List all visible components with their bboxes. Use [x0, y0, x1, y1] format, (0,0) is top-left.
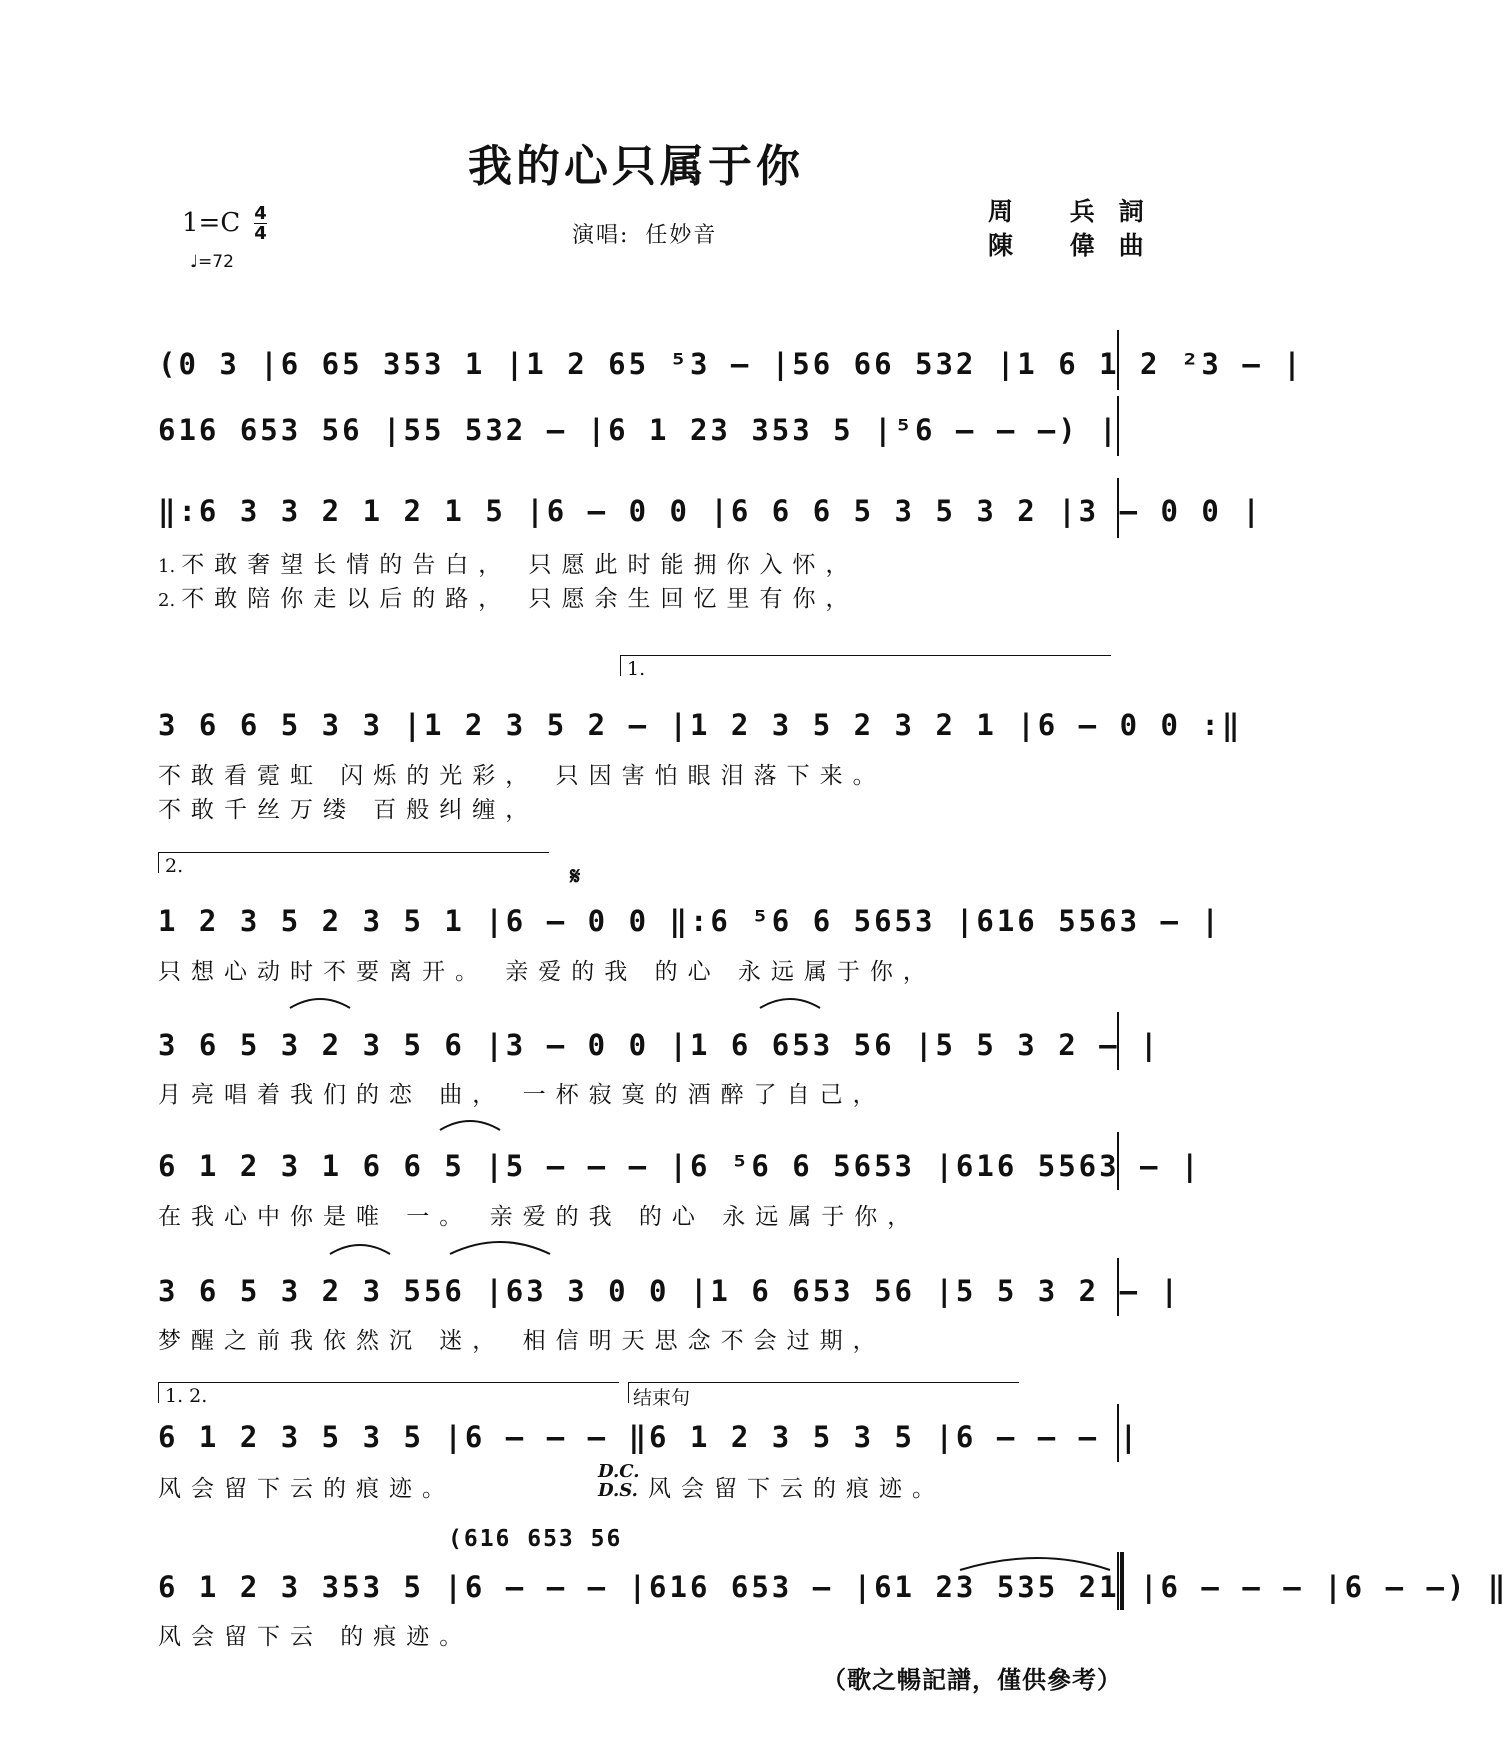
volta-second-ending	[158, 852, 549, 877]
lyric-line: 不敢看霓虹 闪烁的光彩， 只因害怕眼泪落下来。	[158, 763, 886, 789]
staff-system-5	[158, 902, 1222, 940]
notes-line: 6 1 2 3 353 5 |6 – – – |616 653 – |61 23 535 21 |6 – – – |6 – –) ‖	[158, 1570, 1508, 1604]
staff-system-3	[158, 492, 1263, 530]
volta-first-ending	[620, 655, 1111, 680]
lyric-line: 风会留下云 的痕迹。	[158, 1624, 473, 1650]
notes-line: 616 653 56 |55 532 – |6 1 23 353 5 |⁵6 – – –) |	[158, 413, 1120, 447]
verse-number: 1.	[158, 556, 176, 577]
slur	[440, 1121, 500, 1130]
staff-system-1	[158, 345, 1304, 383]
segno-sign: 𝄋	[570, 862, 581, 890]
notes-line: 1 2 3 5 2 3 5 1 |6 – 0 0 ‖:6 ⁵6 6 5653 |616 5563 – |	[158, 904, 1222, 938]
notes-line: 3 6 5 3 2 3 556 |63 3 0 0 |1 6 653 56 |5 5 3 2 – |	[158, 1274, 1181, 1308]
staff-system-2	[158, 411, 1128, 449]
staff-system-4	[158, 706, 1243, 744]
volta-closing-phrase	[628, 1382, 1019, 1409]
lyric-line: 梦醒之前我依然沉 迷， 相信明天思念不会过期，	[158, 1328, 886, 1354]
lyric-line: 风会留下云的痕迹。	[648, 1476, 945, 1502]
closing-phrase-label: 结束句	[633, 1387, 691, 1409]
volta-label: 1.	[627, 658, 646, 680]
lyric-line	[158, 580, 859, 613]
notes-line: (0 3 |6 65 353 1 |1 2 65 ⁵3 – |56 66 532 |1 6 1 2 ²3 – |	[158, 347, 1304, 381]
dc-ds-marking	[598, 1462, 640, 1500]
volta-label: 2.	[165, 855, 184, 877]
singer-name: 任妙音	[645, 223, 718, 248]
slur	[290, 999, 350, 1008]
notes-line: 6 1 2 3 5 3 5 |6 – – – ‖6 1 2 3 5 3 5 |6 – – – |	[158, 1420, 1141, 1454]
transcriber-note: （歌之暢記譜，僅供參考）	[822, 1665, 1122, 1694]
staff-system-8	[158, 1272, 1181, 1310]
notes-line: 3 6 6 5 3 3 |1 2 3 5 2 – |1 2 3 5 2 3 2 1 |6 – 0 0 :‖	[158, 708, 1243, 742]
time-signature	[254, 204, 267, 243]
ds-label: D.S.	[598, 1480, 638, 1501]
lyric-line	[158, 1470, 455, 1503]
dc-label: D.C.	[598, 1461, 640, 1482]
lyric-line: 在我心中你是唯 一。 亲爱的我 的心 永远属于你，	[158, 1204, 921, 1230]
slur	[450, 1242, 550, 1254]
tempo-marking: ♩=72	[190, 252, 234, 272]
notes-line: 3 6 5 3 2 3 5 6 |3 – 0 0 |1 6 653 56 |5 5 3 2 – |	[158, 1028, 1161, 1062]
staff-system-6	[158, 1026, 1161, 1064]
lyric-text: 风会留下云的痕迹。	[158, 1476, 455, 1502]
verse-number: 2.	[158, 590, 176, 611]
slur	[760, 999, 820, 1008]
lyric-text: 不敢陪你走以后的路， 只愿余生回忆里有你，	[181, 586, 859, 612]
lyric-line: 不敢千丝万缕 百般纠缠，	[158, 797, 539, 823]
staff-system-7	[158, 1147, 1202, 1185]
singer-credit	[572, 218, 733, 249]
notes-line: ‖:6 3 3 2 1 2 1 5 |6 – 0 0 |6 6 6 5 3 5 3 2 |3 – 0 0 |	[158, 494, 1263, 528]
lyric-text: 不敢奢望长情的告白， 只愿此时能拥你入怀，	[181, 552, 859, 578]
lyric-line: 只想心动时不要离开。 亲爱的我 的心 永远属于你，	[158, 959, 936, 985]
key-signature: 1=C	[182, 208, 241, 238]
volta-label: 1. 2.	[165, 1385, 208, 1407]
lyric-line: 月亮唱着我们的恋 曲， 一杯寂寞的酒醉了自己，	[158, 1082, 886, 1108]
slur	[330, 1245, 390, 1254]
time-denominator: 4	[254, 223, 267, 244]
staff-system-10	[158, 1568, 1508, 1606]
song-title: 我的心只属于你	[468, 141, 804, 192]
lyricist-credit: 周 兵詞	[988, 197, 1168, 226]
composer-credit: 陳 偉曲	[988, 231, 1168, 260]
staff-system-9	[158, 1418, 1141, 1456]
notes-line: 6 1 2 3 1 6 6 5 |5 – – – |6 ⁵6 6 5653 |616 5563 – |	[158, 1149, 1202, 1183]
singer-label: 演唱:	[572, 223, 630, 248]
volta-first-second-ending	[158, 1382, 619, 1407]
time-numerator: 4	[254, 203, 267, 224]
interlude-notes: (616 653 56	[448, 1526, 623, 1552]
lyric-line	[158, 546, 859, 579]
